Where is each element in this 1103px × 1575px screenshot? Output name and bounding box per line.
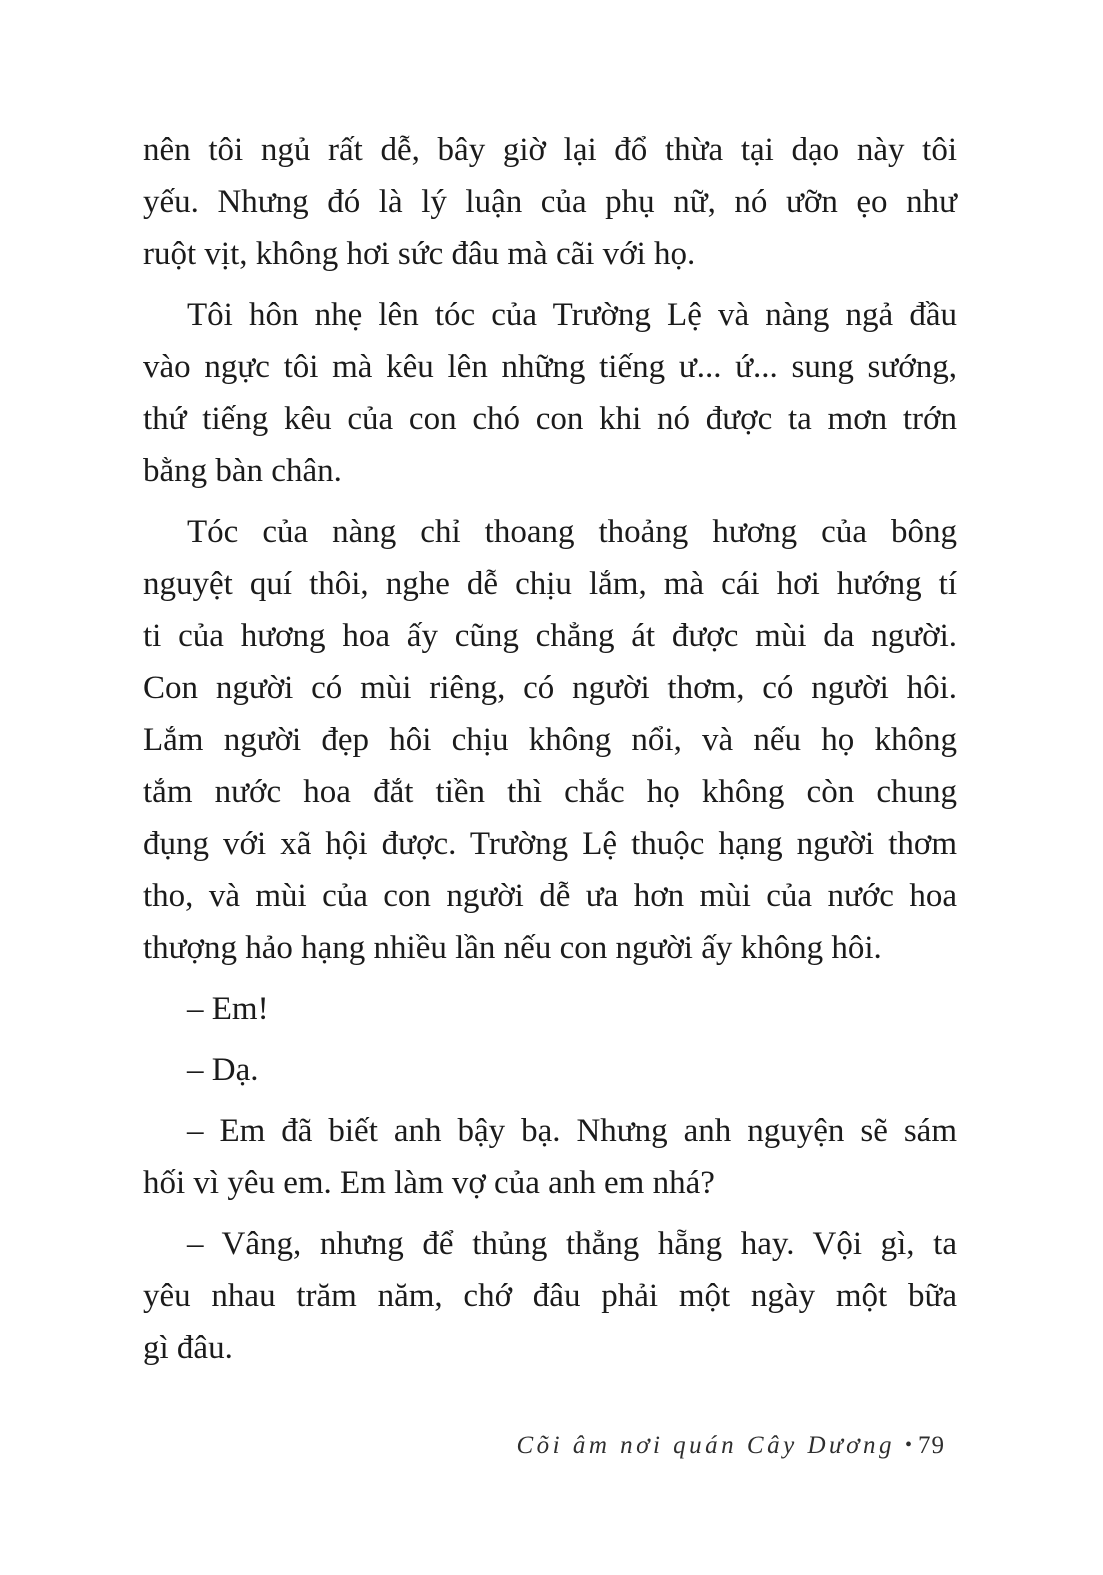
text-line: Tôi hôn nhẹ lên tóc của Trường Lệ và nàng ngả đầu (187, 297, 957, 333)
text-line: tắm nước hoa đắt tiền thì chắc họ không còn chung (143, 774, 957, 810)
text-line: yêu nhau trăm năm, chớ đâu phải một ngày một bữa (143, 1278, 957, 1314)
paragraph (143, 124, 957, 280)
text-line: Lắm người đẹp hôi chịu không nổi, và nếu họ không (143, 722, 957, 758)
text-line: yếu. Nhưng đó là lý luận của phụ nữ, nó ưỡn ẹo như (143, 184, 957, 220)
text-line: nên tôi ngủ rất dễ, bây giờ lại đổ thừa tại dạo này tôi (143, 132, 957, 168)
text-line: thượng hảo hạng nhiều lần nếu con người ấy không hôi. (143, 930, 882, 966)
text-line: – Em! (187, 991, 269, 1027)
text-line: – Dạ. (187, 1052, 259, 1088)
text-line: – Em đã biết anh bậy bạ. Nhưng anh nguyện sẽ sám (187, 1113, 957, 1149)
page-number: 79 (918, 1432, 945, 1459)
text-line: Con người có mùi riêng, có người thơm, có người hôi. (143, 670, 957, 706)
paragraph (143, 983, 957, 1035)
page-body (143, 124, 957, 1383)
text-line: ruột vịt, không hơi sức đâu mà cãi với họ. (143, 236, 696, 272)
footer-separator: • (904, 1434, 912, 1456)
paragraph (143, 1218, 957, 1374)
text-line: ti của hương hoa ấy cũng chẳng át được mùi da người. (143, 618, 957, 654)
text-line: nguyệt quí thôi, nghe dễ chịu lắm, mà cái hơi hướng tí (143, 566, 957, 602)
paragraph (143, 1044, 957, 1096)
text-line: vào ngực tôi mà kêu lên những tiếng ư... ứ... sung sướng, (143, 349, 957, 385)
text-line: tho, và mùi của con người dễ ưa hơn mùi của nước hoa (143, 878, 957, 914)
text-line: hối vì yêu em. Em làm vợ của anh em nhá? (143, 1165, 715, 1201)
text-line: Tóc của nàng chỉ thoang thoảng hương của bông (187, 514, 957, 550)
paragraph (143, 289, 957, 497)
text-line: đụng với xã hội được. Trường Lệ thuộc hạng người thơm (143, 826, 957, 862)
page-footer (516, 1432, 945, 1460)
text-line: – Vâng, nhưng để thủng thẳng hẵng hay. Vội gì, ta (187, 1226, 957, 1262)
text-line: gì đâu. (143, 1330, 233, 1366)
paragraph (143, 1105, 957, 1209)
running-title: Cõi âm nơi quán Cây Dương (516, 1432, 895, 1459)
text-line: thứ tiếng kêu của con chó con khi nó được ta mơn trớn (143, 401, 957, 437)
text-line: bằng bàn chân. (143, 453, 342, 489)
paragraph (143, 506, 957, 974)
